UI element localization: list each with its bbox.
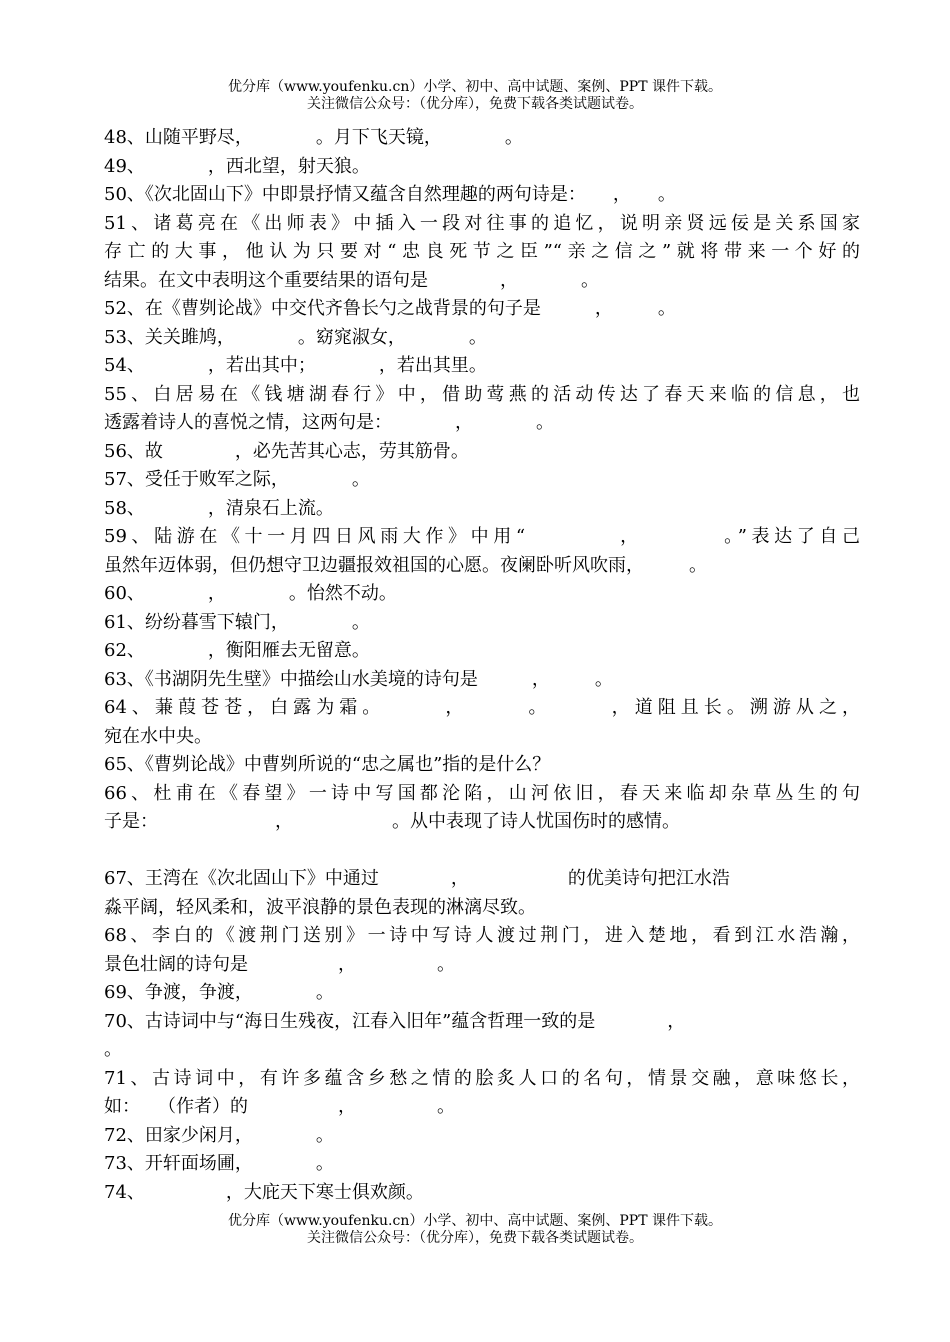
text-line: 。 xyxy=(104,1039,122,1060)
text-line: 61、纷纷暮雪下辕门， 。 xyxy=(104,611,370,633)
page-footer xyxy=(0,1213,950,1247)
text-line: 70、古诗词中与“海日生残夜，江春入旧年”蕴含哲理一致的是 ， xyxy=(104,1010,686,1032)
text-line: 52、在《曹刿论战》中交代齐鲁长勺之战背景的句子是 ， 。 xyxy=(104,298,676,319)
text-line: 65、《曹刿论战》中曹刿所说的“忠之属也”指的是什么？ xyxy=(104,754,551,775)
text-line: 如： （作者）的 ， 。 xyxy=(104,1096,455,1117)
text-line: 63、《书湖阴先生壁》中描绘山水美境的诗句是 ， 。 xyxy=(104,668,613,690)
text-line: 62、 ，衡阳雁去无留意。 xyxy=(104,640,370,661)
text-line: 60、 ， 。怡然不动。 xyxy=(104,583,397,604)
page-header xyxy=(0,79,950,113)
text-line: 54、 ，若出其中； ，若出其里。 xyxy=(104,355,487,376)
text-line: 56、故 ，必先苦其心志，劳其筋骨。 xyxy=(104,440,469,462)
text-line: 淼平阔，轻风柔和，波平浪静的景色表现的淋漓尽致。 xyxy=(104,896,536,918)
text-line: 透露着诗人的喜悦之情，这两句是： ， 。 xyxy=(104,412,554,433)
text-line: 虽然年迈体弱，但仍想守卫边疆报效祖国的心愿。夜阑卧听风吹雨， 。 xyxy=(104,554,707,576)
footer-line-2: 关注微信公众号：（优分库），免费下载各类试题试卷。 xyxy=(307,1230,643,1246)
header-line-1: 优分库（www.youfenku.cn）小学、初中、高中试题、案例、PPT 课件下载。 xyxy=(227,79,722,95)
text-line: 48、山随平野尽， 。月下飞天镜， 。 xyxy=(104,127,523,148)
text-line: 68、李白的《渡荆门送别》一诗中写诗人渡过荆门，进入楚地，看到江水浩瀚， xyxy=(104,925,860,946)
header-line-2: 关注微信公众号：（优分库），免费下载各类试题试卷。 xyxy=(307,96,643,112)
question-list xyxy=(104,124,860,1207)
text-line: 49、 ，西北望，射天狼。 xyxy=(104,155,370,177)
text-line: 71、古诗词中，有许多蕴含乡愁之情的脍炙人口的名句，情景交融，意味悠长， xyxy=(104,1067,860,1089)
text-line: 58、 ，清泉石上流。 xyxy=(104,497,334,519)
text-line: 72、田家少闲月， 。 xyxy=(104,1124,334,1146)
text-line: 73、开轩面场圃， 。 xyxy=(104,1153,334,1174)
text-line: 51、诸葛亮在《出师表》中插入一段对往事的追忆，说明亲贤远佞是关系国家 xyxy=(104,212,860,234)
text-line: 67、王湾在《次北固山下》中通过 ， 的优美诗句把江水浩 xyxy=(104,868,730,889)
text-line: 64、蒹葭苍苍，白露为霜。 ， 。 ，道阻且长。溯游从之， xyxy=(104,697,860,718)
text-line: 74、 ，大庇天下寒士俱欢颜。 xyxy=(104,1181,424,1203)
text-line: 存亡的大事，他认为只要对“忠良死节之臣”“亲之信之”就将带来一个好的 xyxy=(104,241,860,262)
text-line: 66、杜甫在《春望》一诗中写国都沦陷，山河依旧，春天来临却杂草丛生的句 xyxy=(104,782,860,804)
text-line: 53、关关雎鸠， 。窈窕淑女， 。 xyxy=(104,326,487,348)
text-line: 景色壮阔的诗句是 ， 。 xyxy=(104,953,455,975)
text-line: 结果。在文中表明这个重要结果的语句是 ， 。 xyxy=(104,269,599,291)
text-line: 69、争渡，争渡， 。 xyxy=(104,982,334,1003)
footer-line-1: 优分库（www.youfenku.cn）小学、初中、高中试题、案例、PPT 课件下载。 xyxy=(227,1213,722,1229)
text-line: 57、受任于败军之际， 。 xyxy=(104,469,370,490)
blank-line xyxy=(104,837,860,866)
text-line: 子是： ， 。从中表现了诗人忧国伤时的感情。 xyxy=(104,811,680,832)
text-line: 59、陆游在《十一月四日风雨大作》中用“ ， 。”表达了自己 xyxy=(104,526,860,547)
text-line: 55、白居易在《钱塘湖春行》中，借助莺燕的活动传达了春天来临的信息，也 xyxy=(104,383,860,405)
text-line: 50、《次北固山下》中即景抒情又蕴含自然理趣的两句诗是： ， 。 xyxy=(104,184,676,205)
text-line: 宛在水中央。 xyxy=(104,725,212,747)
